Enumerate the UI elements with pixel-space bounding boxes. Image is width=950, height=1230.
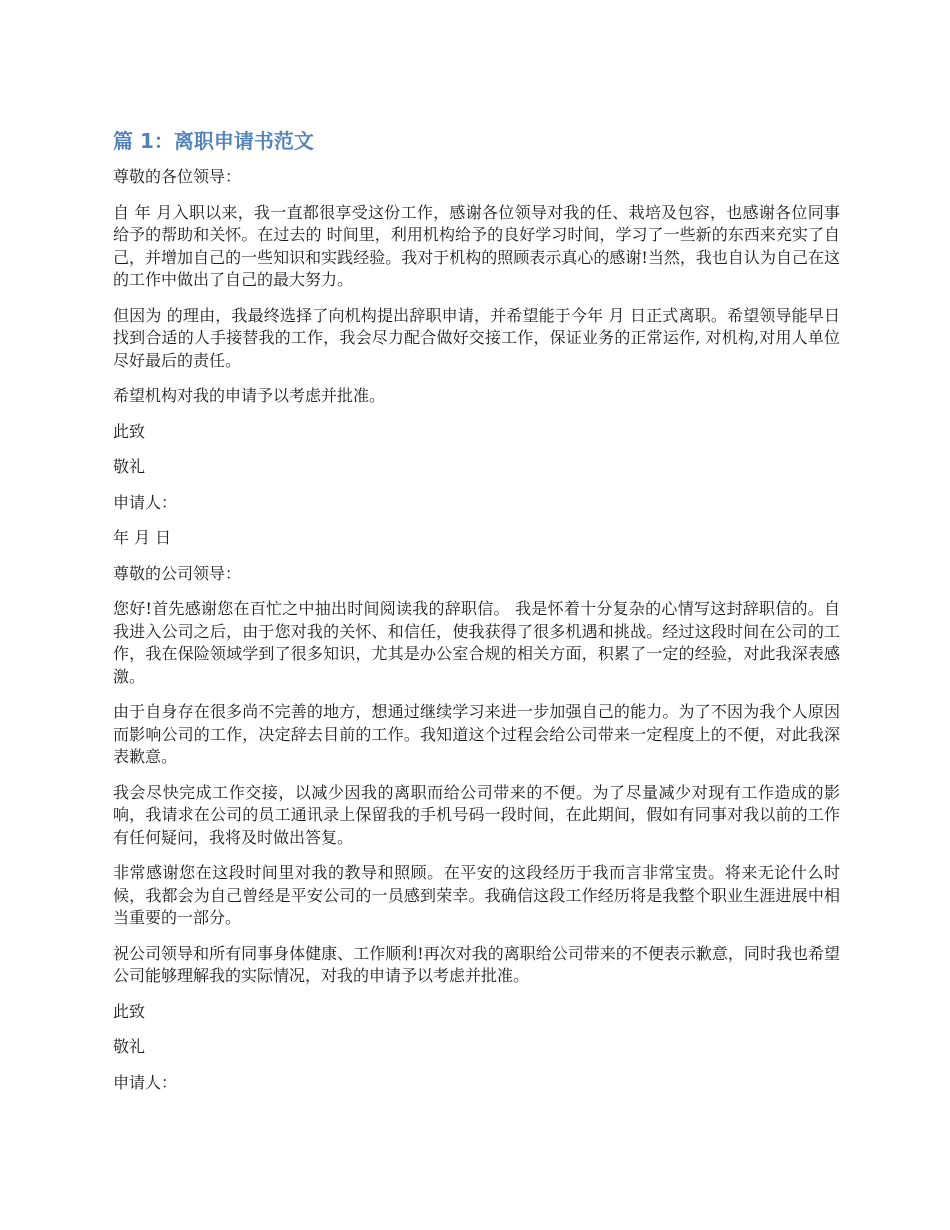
body-paragraph-2: 但因为 的理由，我最终选择了向机构提出辞职申请，并希望能于今年 月 日正式离职。希望领导能早日找到合适的人手接替我的工作，我会尽力配合做好交接工作，保证业务的正常运作, 对机构,对用人单位尽好最后的责任。 bbox=[113, 305, 840, 370]
body-paragraph-6: 我会尽快完成工作交接，以减少因我的离职而给公司带来的不便。为了尽量减少对现有工作造成的影响，我请求在公司的员工通讯录上保留我的手机号码一段时间，在此期间，假如有同事对我以前的工作有任何疑问，我将及时做出答复。 bbox=[113, 782, 840, 847]
salutation-2: 尊敬的公司领导： bbox=[113, 563, 242, 583]
salutation-1: 尊敬的各位领导： bbox=[113, 167, 242, 186]
closing-jingli-2: 敬礼 bbox=[113, 1037, 146, 1056]
body-paragraph-3: 希望机构对我的申请予以考虑并批准。 bbox=[113, 386, 386, 405]
closing-cizhi-1: 此致 bbox=[113, 421, 146, 441]
body-paragraph-8: 祝公司领导和所有同事身体健康、工作顺利!再次对我的离职给公司带来的不便表示歉意，同时我也希望公司能够理解我的实际情况，对我的申请予以考虑并批准。 bbox=[113, 943, 840, 985]
body-paragraph-5: 由于自身存在很多尚不完善的地方，想通过继续学习来进一步加强自己的能力。为了不因为我个人原因而影响公司的工作，决定辞去目前的工作。我知道这个过程会给公司带来一定程度上的不便，对此我深表歉意。 bbox=[113, 702, 840, 766]
body-paragraph-1: 自 年 月入职以来，我一直都很享受这份工作，感谢各位领导对我的任、栽培及包容，也感谢各位同事给予的帮助和关怀。在过去的 时间里，利用机构给予的良好学习时间，学习了一些新的东西来充实了自己，并增加自己的一些知识和实践经验。我对于机构的照顾表示真心的感谢!当然，我也自认为自己在这 的工作中做出了自己的最大努力。 bbox=[113, 202, 840, 289]
document-page bbox=[113, 126, 840, 1107]
date-line: 年 月 日 bbox=[113, 528, 172, 547]
closing-cizhi-2: 此致 bbox=[113, 1001, 146, 1021]
page-title: 篇 1：离职申请书范文 bbox=[113, 129, 314, 153]
applicant-label-2: 申请人： bbox=[113, 1072, 178, 1092]
body-paragraph-7: 非常感谢您在这段时间里对我的教导和照顾。在平安的这段经历于我而言非常宝贵。将来无论什么时候，我都会为自己曾经是平安公司的一员感到荣幸。我确信这段工作经历将是我整个职业生涯进展中相当重要的一部分。 bbox=[113, 863, 840, 927]
closing-jingli-1: 敬礼 bbox=[113, 457, 146, 476]
applicant-label-1: 申请人： bbox=[113, 492, 178, 512]
body-paragraph-4: 您好!首先感谢您在百忙之中抽出时间阅读我的辞职信。 我是怀着十分复杂的心情写这封辞职信的。自我进入公司之后，由于您对我的关怀、和信任，使我获得了很多机遇和挑战。经过这段时间在公司的工作，我在保险领域学到了很多知识，尤其是办公室合规的相关方面，积累了一定的经验，对此我深表感激。 bbox=[113, 599, 840, 686]
